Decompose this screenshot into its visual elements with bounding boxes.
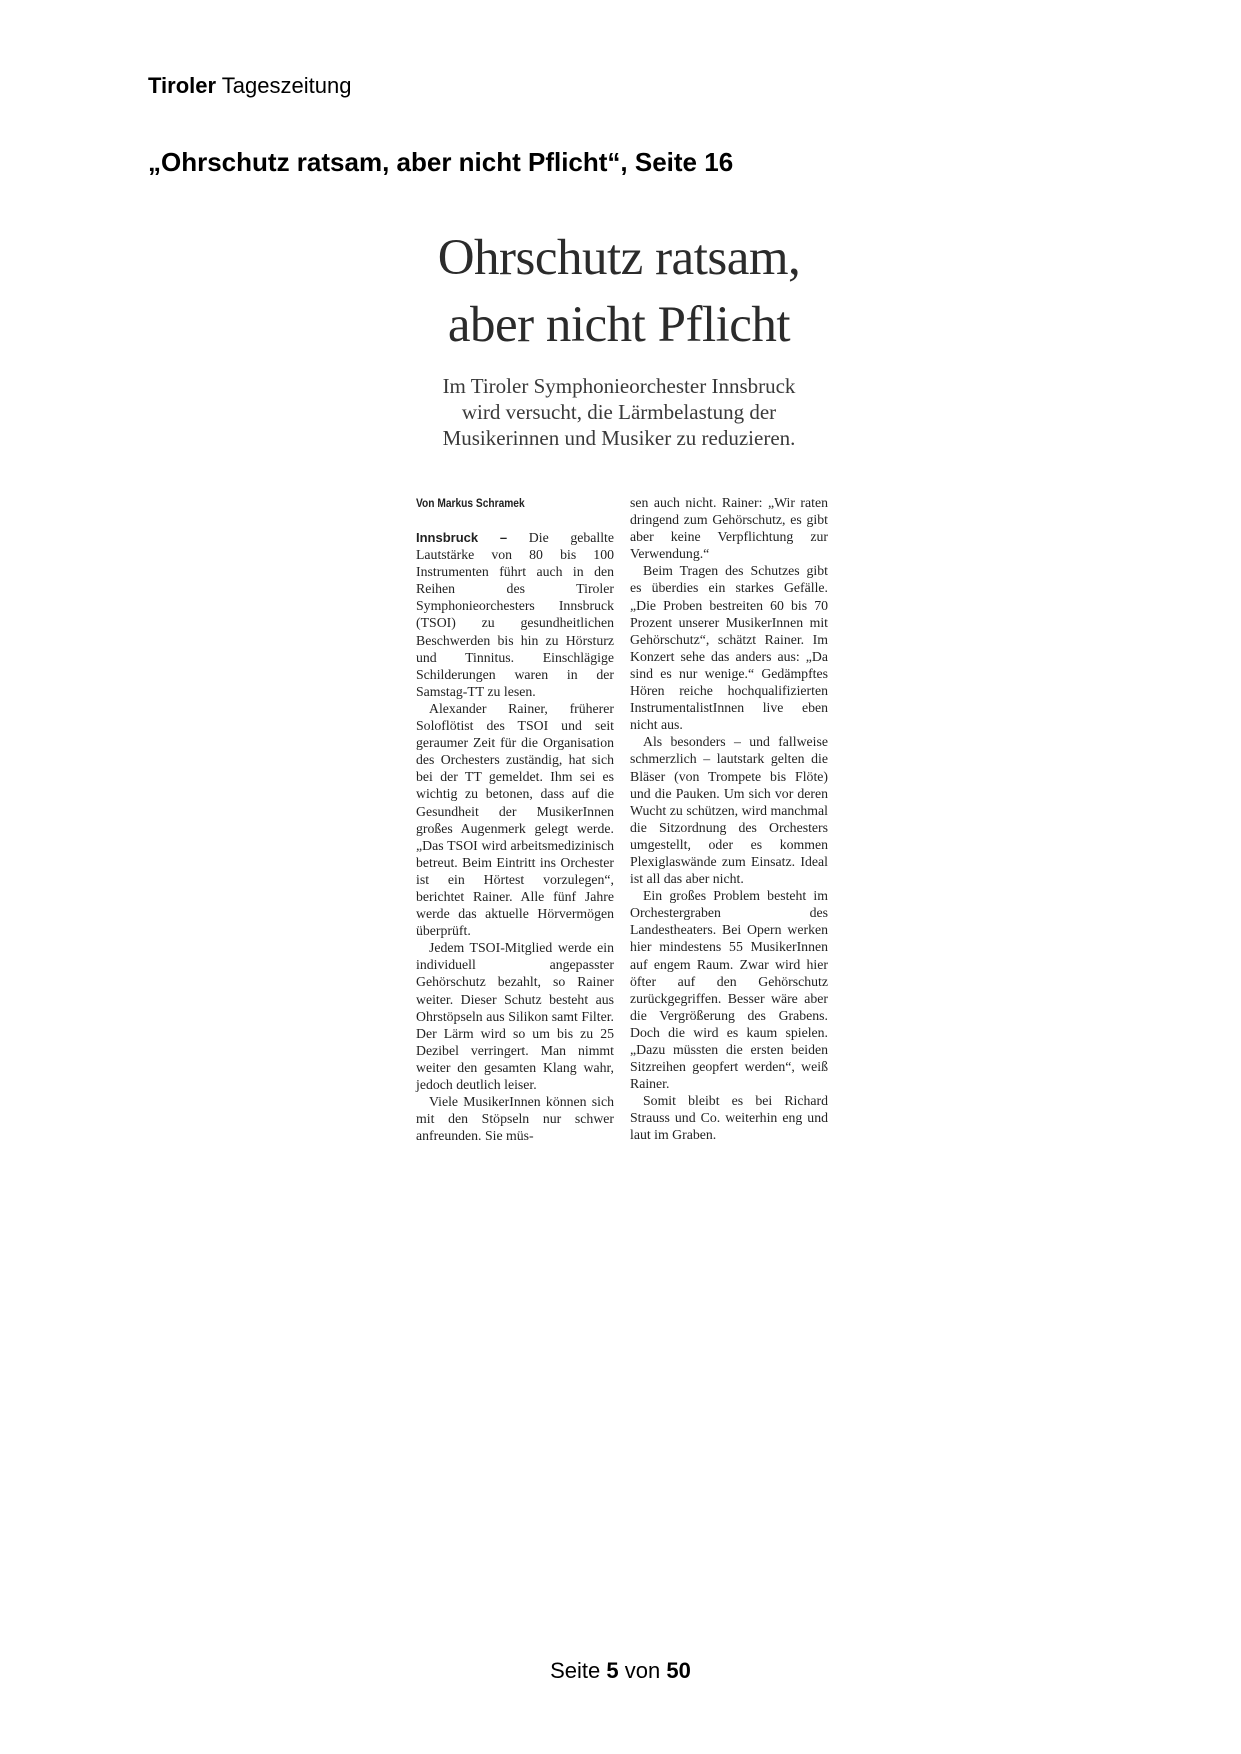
article-paragraph: Alexander Rainer, früherer Soloflötist des TSOI und seit geraumer Zeit für die Organisation des Orchesters zuständig, hat sich bei der TT gemeldet. Ihm sei es wichtig zu betonen, dass auf die Gesundheit der MusikerInnen großes Augenmerk gelegt werde. „Das TSOI wird arbeitsmedizinisch betreut. Beim Eintritt ins Orchester ist ein Hörtest vorzulegen“, berichtet Rainer. Alle fünf Jahre werde das aktuelle Hörvermögen überprüft. bbox=[416, 700, 614, 939]
page-number-middle: von bbox=[624, 1658, 661, 1683]
article-paragraph: Ein großes Problem besteht im Orchestergraben des Landestheaters. Bei Opern werken hier mindestens 55 MusikerInnen auf engem Raum. Zwar wird hier öfter auf den Gehörschutz zurückgegriffen. Besser wäre aber die Vergrößerung des Grabens. Doch die wird es kaum spielen. „Dazu müssten die ersten beiden Sitzreihen geopfert werden“, weiß Rainer. bbox=[630, 888, 828, 1092]
headline-line-2: aber nicht Pflicht bbox=[447, 297, 791, 353]
article-paragraph: Jedem TSOI-Mitglied werde ein individuell angepasster Gehörschutz bezahlt, so Rainer weiter. Dieser Schutz besteht aus Ohrstöpseln aus Silikon samt Filter. Der Lärm wird so um bis zu 25 Dezibel verringert. Man nimmt weiter den gesamten Klang wahr, jedoch deutlich leiser. bbox=[416, 940, 614, 1092]
publication-name bbox=[148, 73, 351, 99]
deck-line-2: wird versucht, die Lärmbelastung der bbox=[461, 400, 777, 424]
article-paragraph bbox=[416, 529, 614, 700]
deck-line-3: Musikerinnen und Musiker zu reduzieren. bbox=[442, 426, 796, 450]
article-paragraph: sen auch nicht. Rainer: „Wir raten dringend zum Gehörschutz, es gibt aber keine Verpflichtung zur Verwendung.“ bbox=[630, 495, 828, 562]
article-headline bbox=[410, 225, 828, 359]
page-number-total: 50 bbox=[666, 1658, 691, 1683]
page-number bbox=[0, 1658, 1241, 1684]
paragraph-text: Die geballte Lautstärke von 80 bis 100 Instrumenten führt auch in den Reihen des Tiroler Symphonieorchesters Innsbruck (TSOI) zu gesundheitlichen Beschwerden bis hin zu Hörsturz und Tinnitus. Einschlägige Schilderungen waren in der Samstag-TT zu lesen. bbox=[416, 530, 615, 699]
article-column-right bbox=[630, 494, 828, 1144]
publication-name-rest: Tageszeitung bbox=[221, 73, 352, 98]
article-byline: Von Markus Schramek bbox=[416, 496, 525, 510]
publication-name-bold: Tiroler bbox=[148, 73, 217, 98]
article-paragraph: Beim Tragen des Schutzes gibt es überdies ein starkes Gefälle. „Die Proben bestreiten 60 bis 70 Prozent unserer MusikerInnen mit Gehörschutz“, schätzt Rainer. Im Konzert sehe das anders aus: „Da sind es nur wenige.“ Gedämpftes Hören reiche hochqualifizierten InstrumentalistInnen live eben nicht aus. bbox=[630, 563, 828, 733]
article-deck bbox=[410, 373, 828, 451]
page-number-current: 5 bbox=[606, 1658, 619, 1683]
deck-line-1: Im Tiroler Symphonieorchester Innsbruck bbox=[442, 374, 796, 398]
headline-line-1: Ohrschutz ratsam, bbox=[437, 230, 801, 286]
article-column-left bbox=[416, 495, 614, 1144]
article-paragraph: Somit bleibt es bei Richard Strauss und Co. weiterhin eng und laut im Graben. bbox=[630, 1093, 828, 1143]
article-paragraph: Viele MusikerInnen können sich mit den Stöpseln nur schwer anfreunden. Sie müs- bbox=[416, 1094, 614, 1144]
article-paragraph: Als besonders – und fallweise schmerzlich – lautstark gelten die Bläser (von Trompete bis Flöte) und die Pauken. Um sich vor deren Wucht zu schützen, wird manchmal die Sitzordnung des Orchesters umgestellt, oder es kommen Plexiglaswände zum Einsatz. Ideal ist all das aber nicht. bbox=[630, 734, 828, 887]
clip-title: „Ohrschutz ratsam, aber nicht Pflicht“, Seite 16 bbox=[148, 147, 734, 177]
page-number-prefix: Seite bbox=[550, 1658, 601, 1683]
article-dateline: Innsbruck – bbox=[416, 530, 508, 545]
newspaper-clipping bbox=[410, 225, 828, 1205]
